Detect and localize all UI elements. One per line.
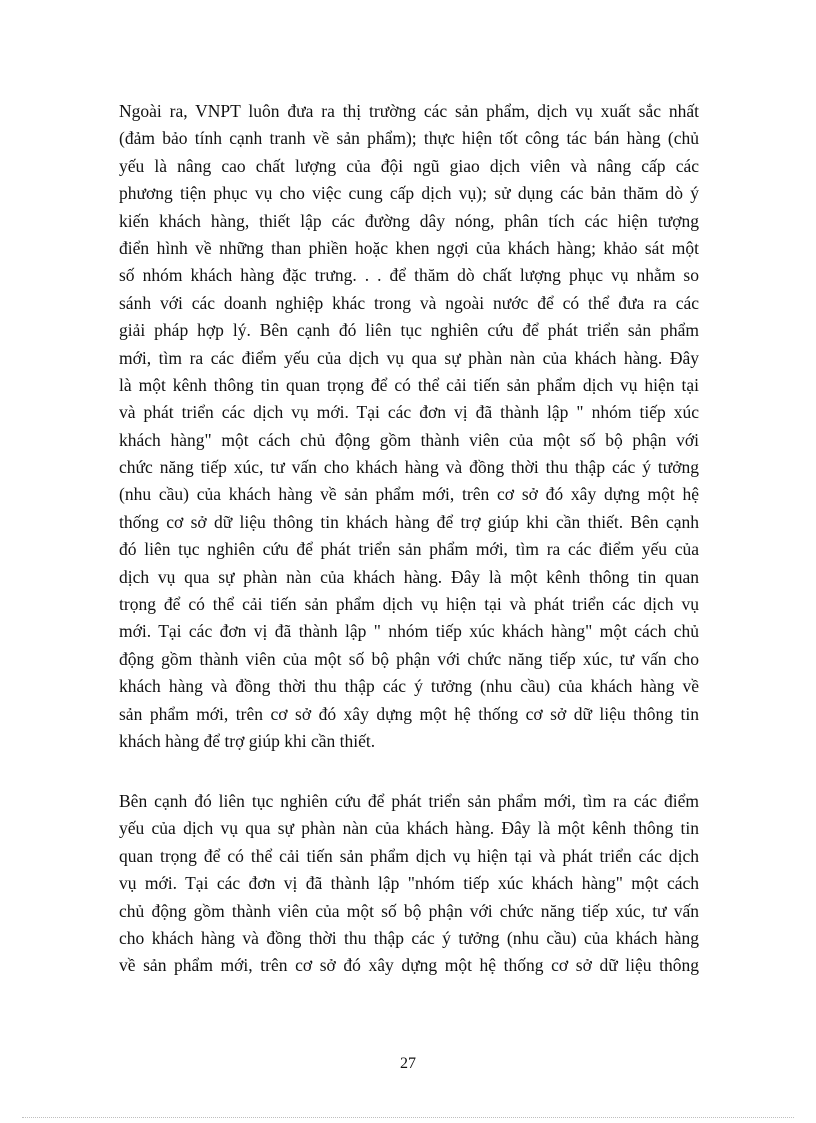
text-line: phương tiện phục vụ cho việc cung cấp dịch vụ); sử dụng các bản thăm dò ý bbox=[119, 183, 699, 204]
text-line: quan trọng để có thể cải tiến sản phẩm dịch vụ hiện tại và phát triển các dịch bbox=[119, 845, 699, 866]
text-line: thống cơ sở dữ liệu thông tin khách hàng để trợ giúp khi cần thiết. Bên cạnh bbox=[119, 511, 699, 532]
text-line: và phát triển các dịch vụ mới. Tại các đơn vị đã thành lập " nhóm tiếp xúc bbox=[119, 402, 699, 423]
text-line: giải pháp hợp lý. Bên cạnh đó liên tục nghiên cứu để phát triển sản phẩm bbox=[119, 320, 699, 341]
text-line: trọng để có thể cải tiến sản phẩm dịch vụ hiện tại và phát triển các dịch vụ bbox=[119, 594, 699, 615]
text-line: cho khách hàng và đồng thời thu thập các ý tưởng (nhu cầu) của khách hàng bbox=[119, 927, 699, 948]
page-number: 27 bbox=[400, 1055, 416, 1072]
text-line: khách hàng và đồng thời thu thập các ý tưởng (nhu cầu) của khách hàng về bbox=[119, 676, 699, 697]
text-line: điển hình về những than phiền hoặc khen ngợi của khách hàng; khảo sát một bbox=[119, 237, 699, 258]
text-line: là một kênh thông tin quan trọng để có thể cải tiến sản phẩm dịch vụ hiện tại bbox=[119, 374, 699, 395]
text-line: động gồm thành viên của một số bộ phận với chức năng tiếp xúc, tư vấn cho bbox=[119, 648, 699, 669]
text-line: mới, tìm ra các điểm yếu của dịch vụ qua sự phàn nàn của khách hàng. Đây bbox=[119, 347, 699, 368]
text-line: mới. Tại các đơn vị đã thành lập " nhóm tiếp xúc khách hàng" một cách chủ bbox=[119, 621, 699, 642]
text-line: số nhóm khách hàng đặc trưng. . . để thăm dò chất lượng phục vụ nhằm so bbox=[119, 265, 699, 286]
text-line: dịch vụ qua sự phàn nàn của khách hàng. Đây là một kênh thông tin quan bbox=[119, 566, 699, 587]
text-line: khách hàng" một cách chủ động gồm thành viên của một số bộ phận với bbox=[119, 429, 699, 450]
text-line: kiến khách hàng, thiết lập các đường dây nóng, phân tích các hiện tượng bbox=[119, 210, 699, 231]
text-line: yếu là nâng cao chất lượng của đội ngũ giao dịch viên và nâng cấp các bbox=[119, 155, 699, 176]
paragraph bbox=[119, 788, 699, 980]
text-line: vụ mới. Tại các đơn vị đã thành lập "nhóm tiếp xúc khách hàng" một cách bbox=[119, 873, 699, 894]
text-line: chức năng tiếp xúc, tư vấn cho khách hàng và đồng thời thu thập các ý tưởng bbox=[119, 457, 699, 478]
text-line: (nhu cầu) của khách hàng về sản phẩm mới, trên cơ sở đó xây dựng một hệ bbox=[119, 484, 699, 505]
text-line: Bên cạnh đó liên tục nghiên cứu để phát triển sản phẩm mới, tìm ra các điểm bbox=[119, 791, 699, 811]
text-line: (đảm bảo tính cạnh tranh về sản phẩm); thực hiện tốt công tác bán hàng (chủ bbox=[119, 128, 699, 149]
text-line: đó liên tục nghiên cứu để phát triển sản phẩm mới, tìm ra các điểm yếu của bbox=[119, 539, 699, 560]
text-line: khách hàng để trợ giúp khi cần thiết. bbox=[119, 730, 376, 751]
text-line: yếu của dịch vụ qua sự phàn nàn của khách hàng. Đây là một kênh thông tin bbox=[119, 818, 699, 839]
page-bottom-divider bbox=[22, 1117, 794, 1118]
paragraph bbox=[119, 98, 699, 755]
text-line: sánh với các doanh nghiệp khác trong và ngoài nước để có thể đưa ra các bbox=[119, 292, 699, 313]
text-line: sản phẩm mới, trên cơ sở đó xây dựng một hệ thống cơ sở dữ liệu thông tin bbox=[119, 703, 699, 724]
text-line: chủ động gồm thành viên của một số bộ phận với chức năng tiếp xúc, tư vấn bbox=[119, 900, 699, 921]
text-line: về sản phẩm mới, trên cơ sở đó xây dựng một hệ thống cơ sở dữ liệu thông bbox=[119, 955, 699, 976]
text-line: Ngoài ra, VNPT luôn đưa ra thị trường các sản phẩm, dịch vụ xuất sắc nhất bbox=[119, 101, 699, 121]
